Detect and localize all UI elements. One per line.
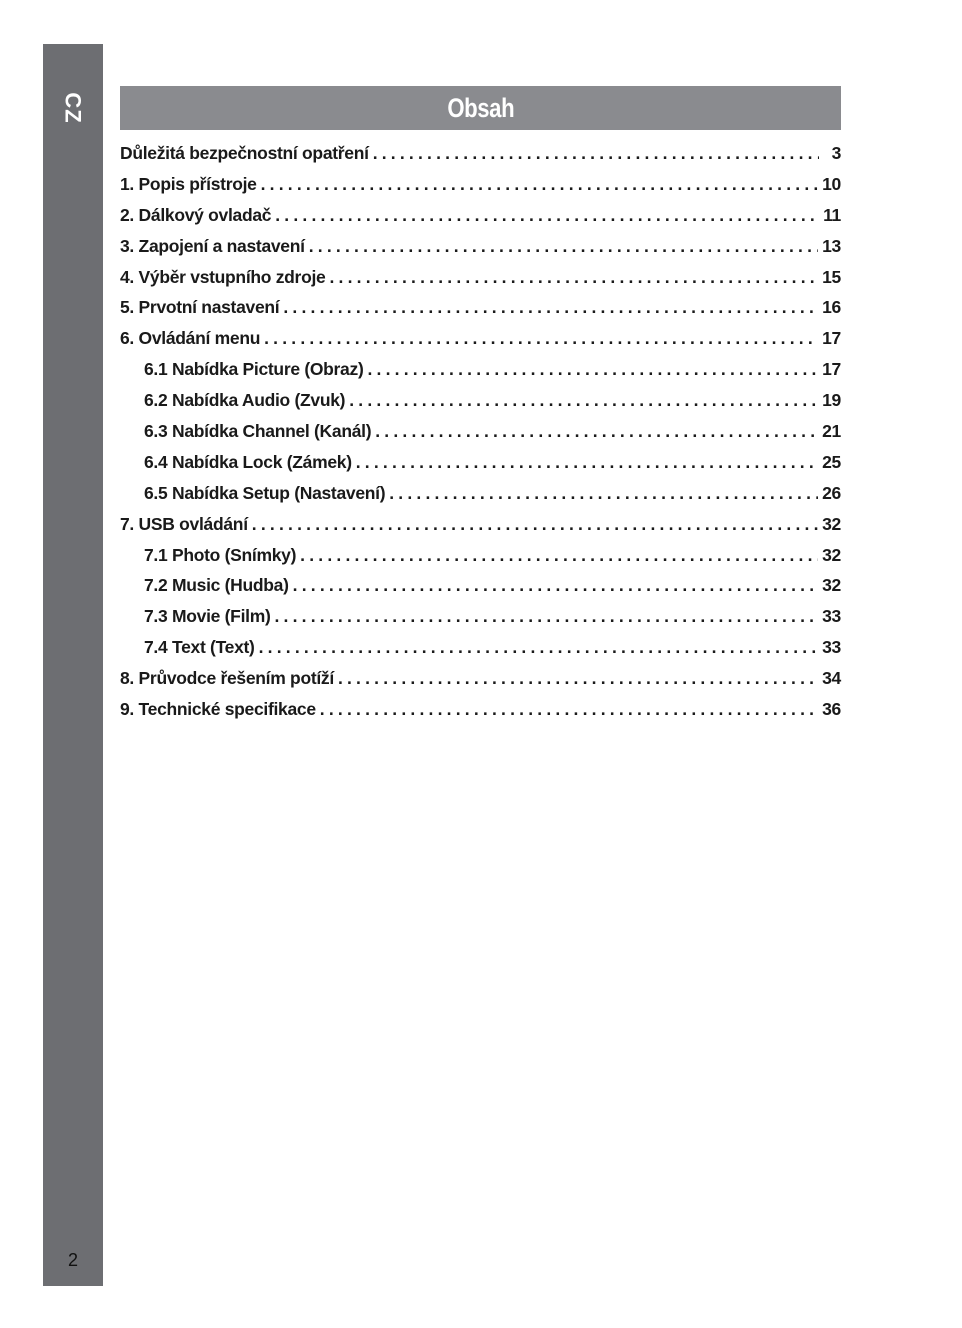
toc-entry-page: 15 xyxy=(822,266,841,287)
title-bar xyxy=(120,86,841,130)
toc-subentry[interactable] xyxy=(120,601,841,632)
toc-entry-page: 33 xyxy=(822,637,841,658)
toc-subentry[interactable] xyxy=(120,416,841,447)
toc-entry-label: 7.2 Music (Hudba) xyxy=(144,575,289,596)
toc-entry-label: 7.4 Text (Text) xyxy=(144,637,255,658)
toc-entry-label: 8. Průvodce řešením potíží xyxy=(120,668,334,689)
toc-leader-dots xyxy=(373,143,819,164)
toc-entry-label: 6.3 Nabídka Channel (Kanál) xyxy=(144,420,372,441)
toc-entry[interactable] xyxy=(120,262,841,293)
toc-entry-label: 6.5 Nabídka Setup (Nastavení) xyxy=(144,482,386,503)
toc-leader-dots xyxy=(309,236,818,257)
toc-entry-label: 6.2 Nabídka Audio (Zvuk) xyxy=(144,390,346,411)
toc-leader-dots xyxy=(274,606,818,627)
language-label: CZ xyxy=(60,92,86,124)
toc-entry-page: 32 xyxy=(822,575,841,596)
toc-entry-label: 5. Prvotní nastavení xyxy=(120,297,280,318)
toc-entry[interactable] xyxy=(120,200,841,231)
toc-leader-dots xyxy=(259,637,819,658)
toc-entry-page: 11 xyxy=(823,204,841,225)
toc-entry[interactable] xyxy=(120,694,841,725)
toc-entry-page: 10 xyxy=(822,173,841,194)
toc-leader-dots xyxy=(264,328,818,349)
toc-entry-page: 36 xyxy=(822,698,841,719)
toc-entry-label: 3. Zapojení a nastavení xyxy=(120,235,305,256)
toc-leader-dots xyxy=(275,205,819,226)
toc-entry[interactable] xyxy=(120,509,841,540)
toc-entry[interactable] xyxy=(120,169,841,200)
page-number-box xyxy=(43,1240,103,1280)
toc-entry-label: 6. Ovládání menu xyxy=(120,328,261,349)
toc-leader-dots xyxy=(329,267,818,288)
toc-subentry[interactable] xyxy=(120,478,841,509)
toc-entry-page: 33 xyxy=(822,606,841,627)
toc-entry-label: 6.4 Nabídka Lock (Zámek) xyxy=(144,451,352,472)
toc-entry-label: 7.3 Movie (Film) xyxy=(144,606,271,627)
toc-entry[interactable] xyxy=(120,663,841,694)
toc-leader-dots xyxy=(389,483,818,504)
toc-entry-label: 6.1 Nabídka Picture (Obraz) xyxy=(144,359,364,380)
toc-leader-dots xyxy=(367,359,818,380)
toc-entry[interactable] xyxy=(120,138,841,169)
toc-leader-dots xyxy=(375,421,818,442)
toc-entry-page: 26 xyxy=(822,482,841,503)
page-title: Obsah xyxy=(447,92,514,123)
toc-subentry[interactable] xyxy=(120,540,841,571)
toc-leader-dots xyxy=(349,390,818,411)
toc-entry-page: 32 xyxy=(822,513,841,534)
toc-subentry[interactable] xyxy=(120,354,841,385)
toc-leader-dots xyxy=(300,545,818,566)
toc-entry-page: 16 xyxy=(822,297,841,318)
toc-subentry[interactable] xyxy=(120,447,841,478)
language-tab xyxy=(43,86,103,130)
toc-subentry[interactable] xyxy=(120,570,841,601)
toc-entry-label: Důležitá bezpečnostní opatření xyxy=(120,142,369,163)
toc-entry-label: 4. Výběr vstupního zdroje xyxy=(120,266,326,287)
toc-entry-label: 7. USB ovládání xyxy=(120,513,248,534)
toc-leader-dots xyxy=(252,514,818,535)
toc-subentry[interactable] xyxy=(120,385,841,416)
toc-leader-dots xyxy=(283,297,818,318)
page-number: 2 xyxy=(67,1249,78,1270)
toc-entry[interactable] xyxy=(120,231,841,262)
toc-subentry[interactable] xyxy=(120,632,841,663)
toc-entry-page: 17 xyxy=(822,328,841,349)
toc-entry-label: 1. Popis přístroje xyxy=(120,173,257,194)
toc-entry-page: 25 xyxy=(822,451,841,472)
toc-entry-label: 2. Dálkový ovladač xyxy=(120,204,272,225)
toc-entry-page: 21 xyxy=(822,420,841,441)
toc-leader-dots xyxy=(293,575,818,596)
toc-leader-dots xyxy=(356,452,818,473)
toc-entry-page: 3 xyxy=(831,142,841,163)
table-of-contents xyxy=(120,138,841,725)
toc-entry-label: 7.1 Photo (Snímky) xyxy=(144,544,297,565)
toc-entry-page: 32 xyxy=(822,544,841,565)
toc-entry-page: 17 xyxy=(822,359,841,380)
toc-entry-page: 34 xyxy=(822,668,841,689)
toc-leader-dots xyxy=(338,668,818,689)
toc-entry-label: 9. Technické specifikace xyxy=(120,698,316,719)
toc-entry[interactable] xyxy=(120,323,841,354)
toc-leader-dots xyxy=(261,174,819,195)
toc-entry-page: 13 xyxy=(822,235,841,256)
toc-entry[interactable] xyxy=(120,292,841,323)
side-strip xyxy=(43,44,103,1286)
toc-entry-page: 19 xyxy=(822,390,841,411)
toc-leader-dots xyxy=(320,699,818,720)
